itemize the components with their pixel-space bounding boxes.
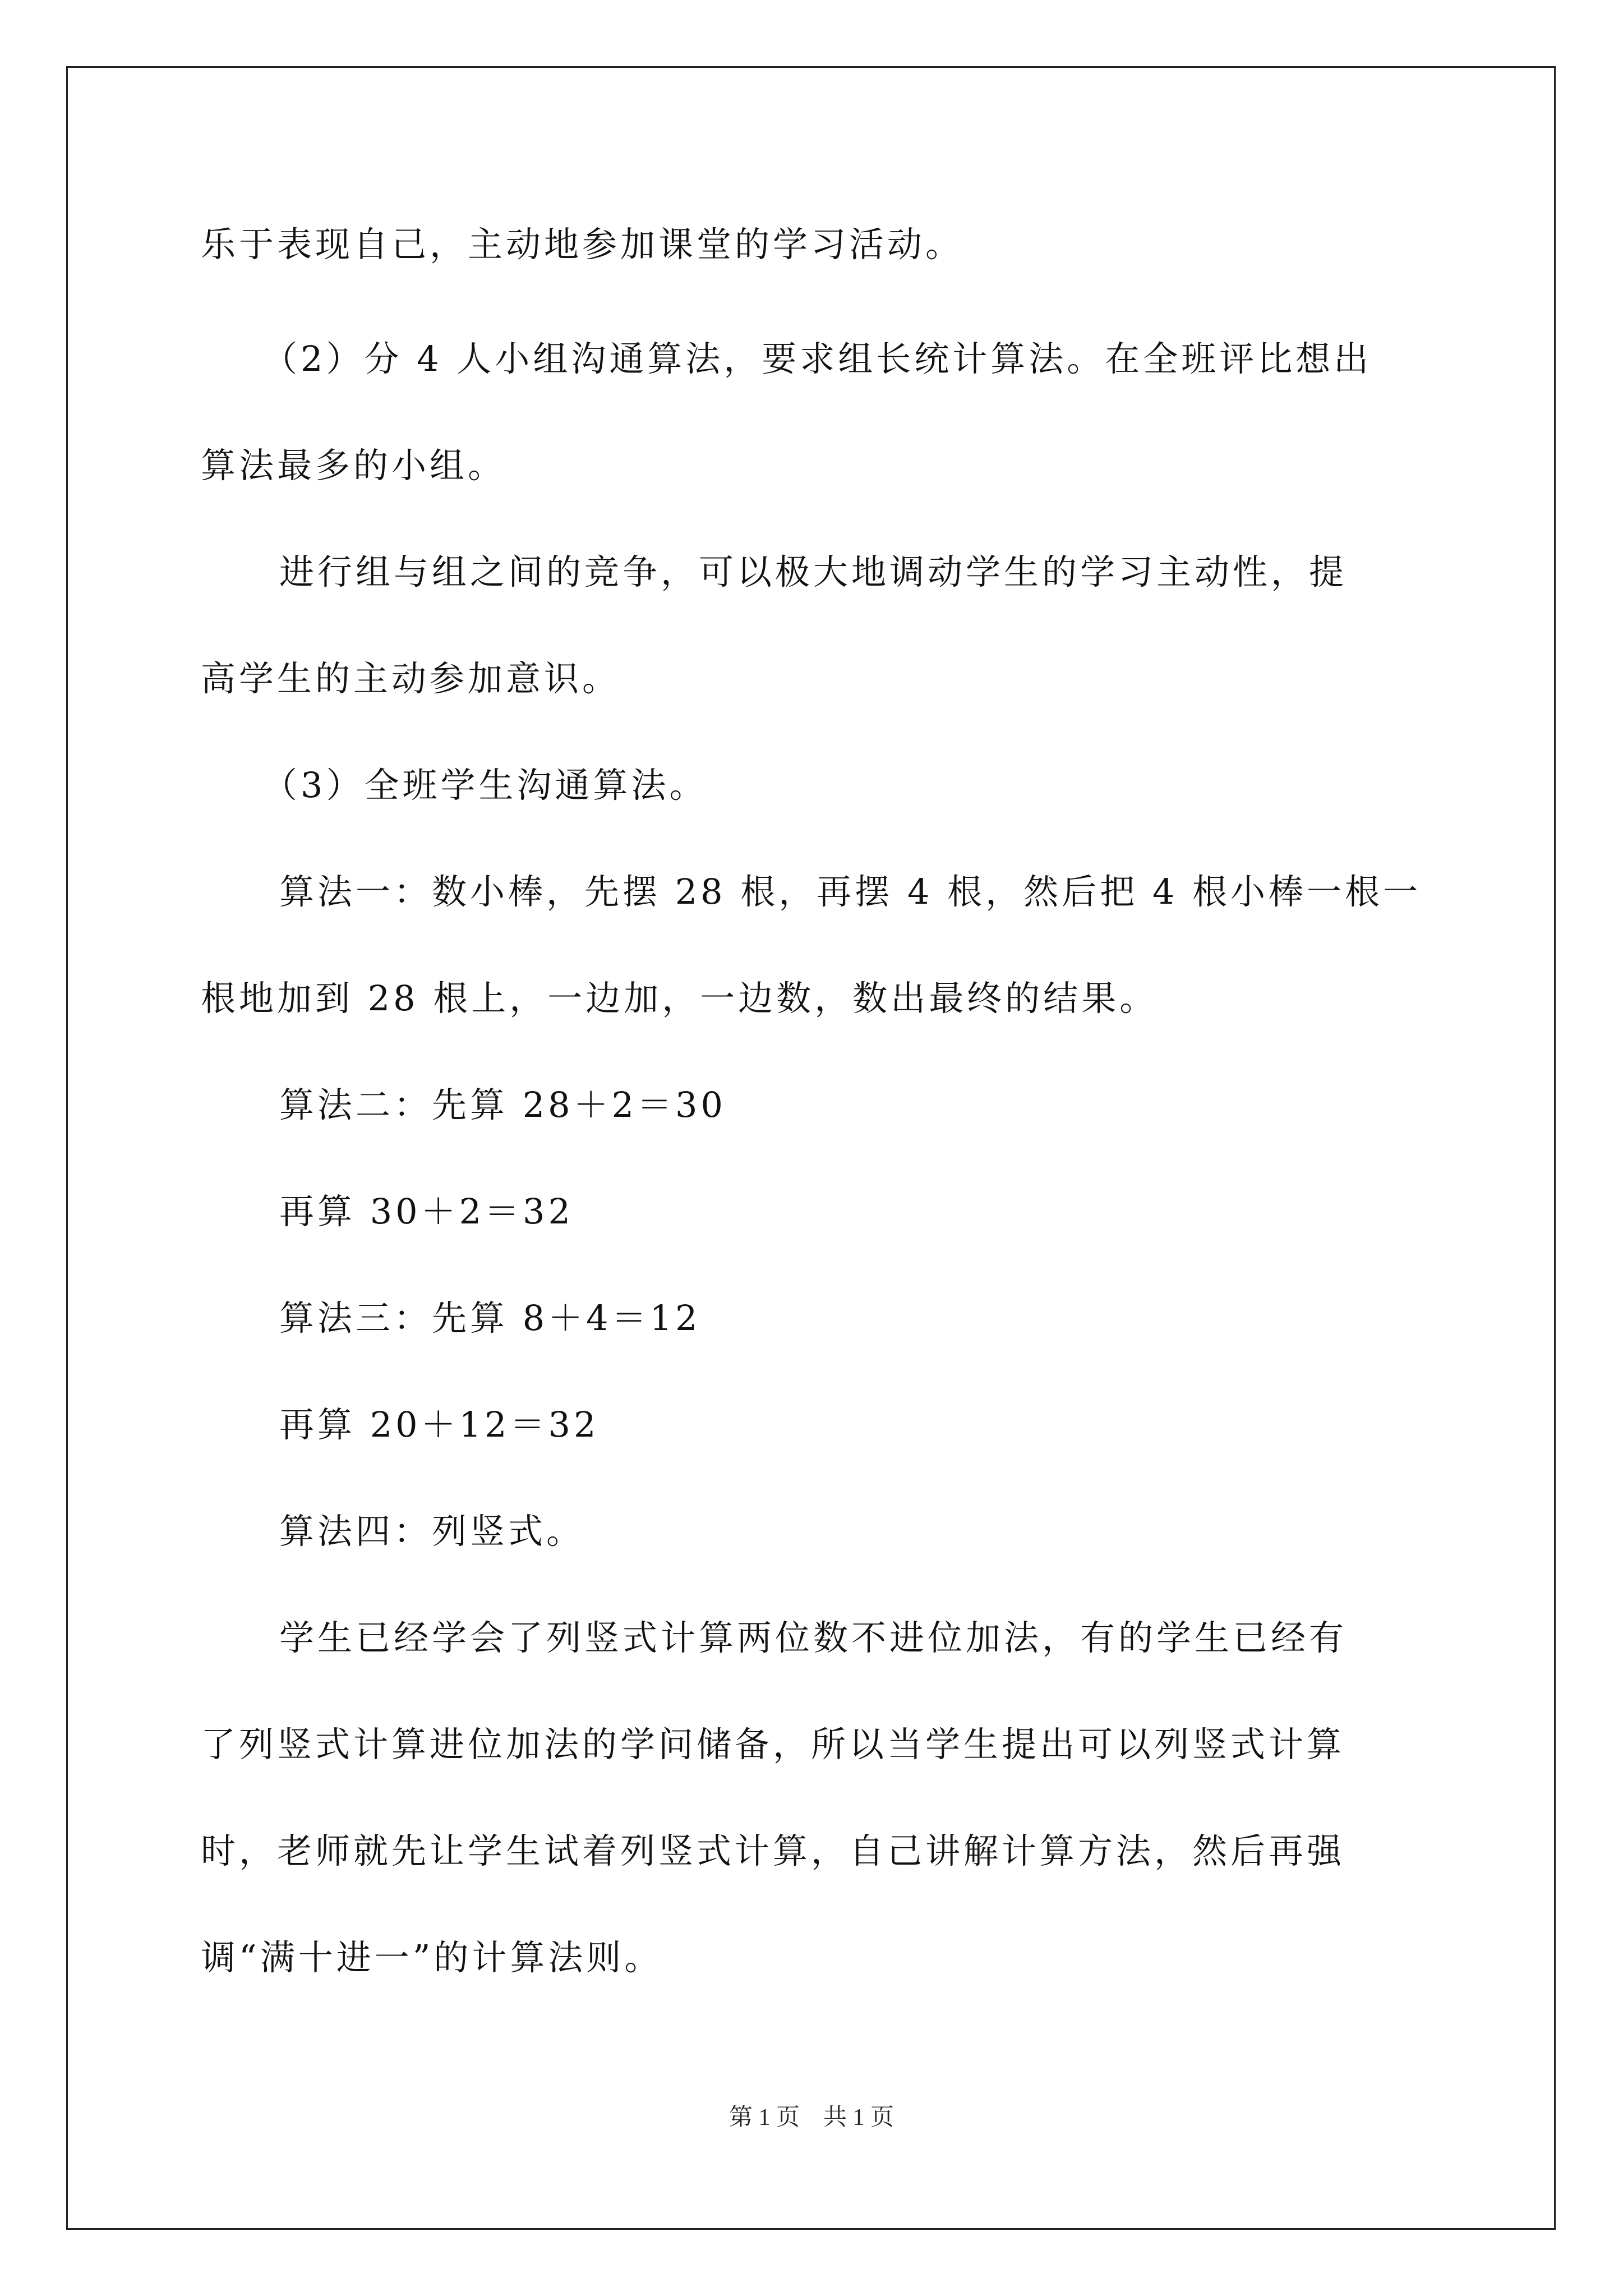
text-line-10: 再算 30＋2＝32	[279, 1191, 574, 1232]
text-line-8: 根地加到 28 根上，一边加，一边数，数出最终的结果。	[201, 978, 1158, 1019]
text-line-11: 算法三：先算 8＋4＝12	[279, 1297, 701, 1338]
text-line-5: 高学生的主动参加意识。	[201, 658, 621, 699]
text-line-17: 调“满十进一”的计算法则。	[201, 1937, 663, 1978]
page-border	[66, 66, 1556, 2230]
text-line-1: 乐于表现自己，主动地参加课堂的学习活动。	[201, 224, 964, 265]
text-line-7: 算法一：数小棒，先摆 28 根，再摆 4 根，然后把 4 根小棒一根一	[279, 871, 1422, 912]
text-line-15: 了列竖式计算进位加法的学问储备，所以当学生提出可以列竖式计算	[201, 1724, 1345, 1765]
text-line-16: 时，老师就先让学生试着列竖式计算，自己讲解计算方法，然后再强	[201, 1830, 1345, 1871]
text-line-14: 学生已经学会了列竖式计算两位数不进位加法，有的学生已经有	[279, 1617, 1348, 1658]
text-line-3: 算法最多的小组。	[201, 445, 506, 486]
text-line-9: 算法二：先算 28＋2＝30	[279, 1084, 726, 1125]
text-line-4: 进行组与组之间的竞争，可以极大地调动学生的学习主动性，提	[279, 551, 1348, 592]
text-line-13: 算法四：列竖式。	[279, 1511, 585, 1552]
text-line-12: 再算 20＋12＝32	[279, 1404, 600, 1445]
page-footer: 第 1 页 共 1 页	[728, 2105, 894, 2131]
text-line-2: （2）分 4 人小组沟通算法，要求组长统计算法。在全班评比想出	[262, 338, 1372, 379]
text-line-6: （3）全班学生沟通算法。	[262, 765, 708, 806]
